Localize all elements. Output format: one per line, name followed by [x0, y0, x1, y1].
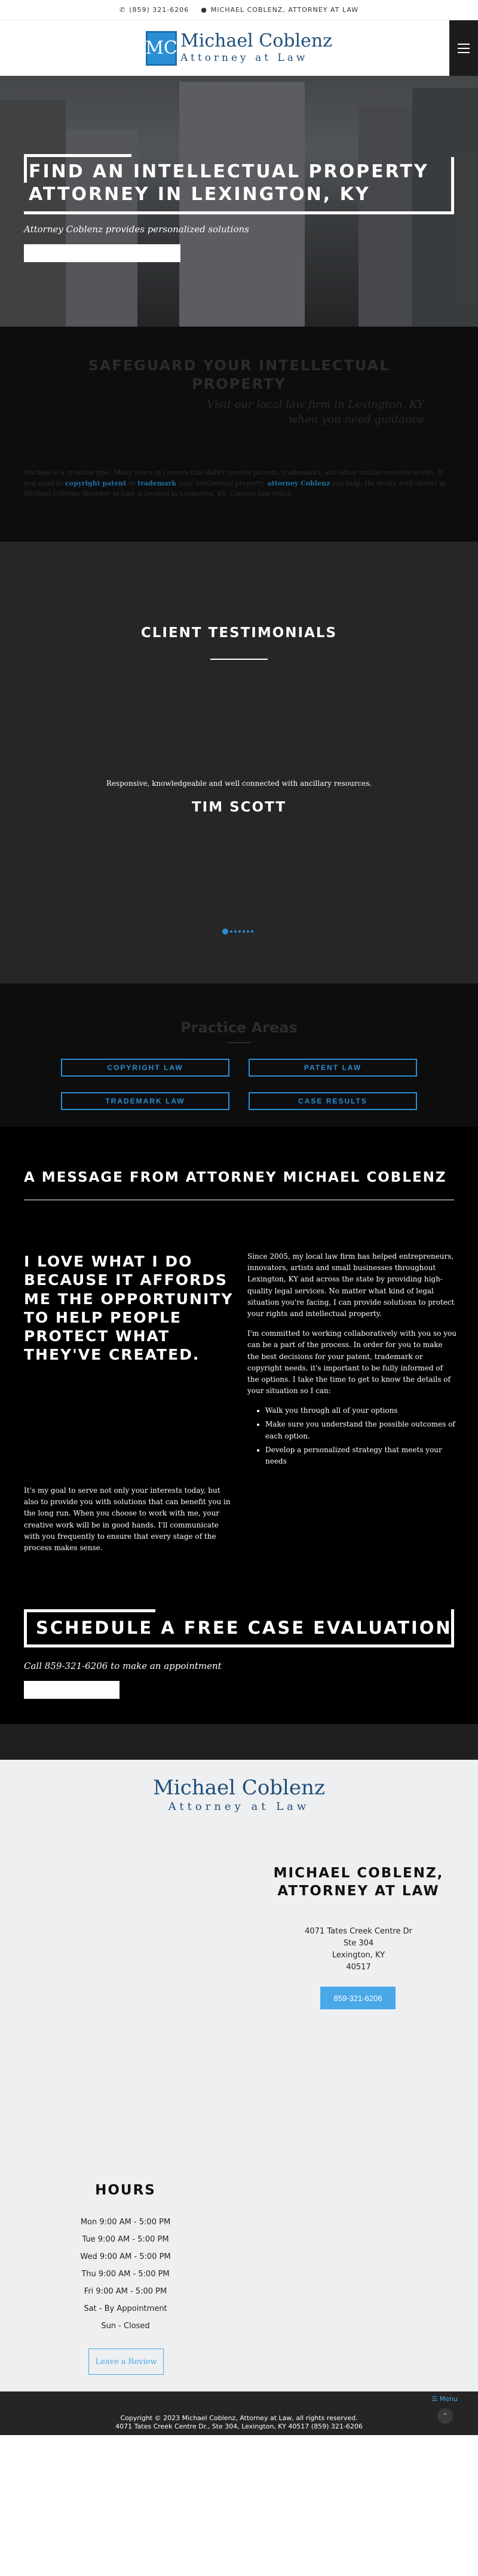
message-closing: It's my goal to serve not only your interests today, but also to provide you with solutions that can benefit you in the long run. When you choose to work with me, your creative work will be in good hands. I'll communicate with you frequently to ensure that every stage of the process makes sense. [24, 1486, 231, 1552]
hours-row: Fri 9:00 AM - 5:00 PM [84, 2287, 167, 2296]
testimonials-title: CLIENT TESTIMONIALS [140, 625, 338, 641]
logo-mark: MC [146, 31, 177, 66]
trademark-link[interactable]: trademark [137, 479, 177, 487]
list-item: • Develop a personalized strategy that meets your needs [265, 1444, 456, 1467]
schedule-title: SCHEDULE A FREE CASE EVALUATION [36, 1618, 452, 1638]
site-header [0, 20, 478, 76]
copyright-law-button[interactable]: COPYRIGHT LAW [61, 1059, 229, 1077]
phone-icon: ✆ [119, 6, 126, 14]
hamburger-menu-button[interactable] [449, 20, 478, 76]
copyright-link[interactable]: copyright [65, 479, 100, 487]
leave-review-button[interactable]: Leave a Review [88, 2348, 164, 2375]
trademark-law-button[interactable]: TRADEMARK LAW [61, 1092, 229, 1110]
schedule-button[interactable] [24, 1681, 120, 1699]
hours-row: Thu 9:00 AM - 5:00 PM [81, 2270, 170, 2279]
list-item: • Walk you through all of your options [265, 1405, 456, 1416]
pager-dot[interactable] [234, 930, 237, 933]
safeguard-paragraph: Michael is a creative type. Many years in careers that didn't involve patents, trademarks, and other similar creative works. If you want to copyright patent or trademark your intellectual property, attorney Coblenz can help. He works with clients in Michael Coblenz Attorney at Law is located in Lexington, KY. Contact him today. [24, 469, 446, 498]
message-section [0, 1127, 478, 1724]
practice-areas-section [0, 983, 478, 1127]
safeguard-title: SAFEGUARD YOUR INTELLECTUAL PROPERTY [88, 357, 390, 393]
hours-row: Tue 9:00 AM - 5:00 PM [82, 2235, 169, 2244]
map-pin-icon: ● [201, 6, 207, 14]
pager-dot[interactable] [251, 930, 253, 933]
attorney-link[interactable]: attorney Coblenz [267, 479, 330, 487]
pager-dot[interactable] [230, 930, 232, 933]
practice-title: Practice Areas [180, 1019, 298, 1036]
hours-row: Mon 9:00 AM - 5:00 PM [80, 2218, 171, 2227]
footer-logo[interactable]: Michael Coblenz Attorney at Law [153, 1776, 325, 1813]
patent-link[interactable]: patent [102, 479, 127, 487]
safeguard-tagline: Visit our local law firm in Lexington, KY when you need guidance [207, 398, 424, 426]
hero-title: FIND AN INTELLECTUAL PROPERTY ATTORNEY IN LEXINGTON, KY [29, 161, 429, 205]
footer-menu-link[interactable]: ☰ Menu [431, 2395, 458, 2403]
hero-section [0, 76, 478, 327]
topbar-address[interactable] [201, 6, 358, 14]
footer-phone-button[interactable]: 859-321-6206 [320, 1987, 396, 2009]
testimonial-author: TIM SCOTT [191, 800, 287, 815]
hero-title-box [24, 157, 454, 214]
list-item: • Make sure you understand the possible outcomes of each option. [265, 1419, 456, 1441]
hours-title: HOURS [95, 2182, 156, 2198]
site-footer [0, 1760, 478, 2391]
topbar-phone-text: (859) 321-6206 [129, 6, 189, 14]
bottom-bar [0, 2391, 478, 2435]
schedule-call: Call 859-321-6206 to make an appointment [24, 1661, 222, 1671]
message-body: Since 2005, my local law firm has helped entrepreneurs, innovators, artists and small businesses throughout Lexington, KY and across the state by providing high-quality legal services. No matter what kind of legal situation you're facing, I can provide solutions to protect your rights and intellectual property. I'm committed to working collaboratively with you so you can be a part of the process. In order for you to make the best decisions for your patent, trademark or copyright needs, it's important to be fully informed of the options. I take the time to get to know the details of your situation so I can: • Walk you through all of your options • Make sure you understand the possible outcomes of each option. • Develop a personalized strategy that meets your needs [247, 1251, 456, 1470]
back-to-top-icon[interactable]: ⌃ [437, 2408, 453, 2424]
hours-row: Sun - Closed [101, 2322, 150, 2331]
top-bar [0, 0, 478, 20]
testimonial-pager [222, 929, 256, 935]
safeguard-section [0, 327, 478, 542]
site-logo[interactable] [146, 31, 332, 66]
testimonial-quote: Responsive, knowledgeable and well connected with ancillary resources. [106, 779, 372, 788]
footer-firm-name: MICHAEL COBLENZ, ATTORNEY AT LAW [273, 1865, 444, 1899]
pager-dot[interactable] [247, 930, 249, 933]
pager-dot[interactable] [222, 929, 228, 935]
copyright-text: Copyright © 2023 Michael Coblenz, Attorney at Law, all rights reserved. 4071 Tates Creek Centre Dr., Ste 304, Lexington, KY 40517 (859) 321-6206 [115, 2414, 363, 2431]
pager-dot[interactable] [238, 930, 241, 933]
testimonials-divider [210, 659, 268, 660]
logo-name: Michael Coblenz [180, 30, 332, 51]
testimonials-section [0, 542, 478, 983]
patent-law-button[interactable]: PATENT LAW [249, 1059, 417, 1077]
menu-icon [458, 44, 470, 45]
case-results-button[interactable]: CASE RESULTS [249, 1092, 417, 1110]
topbar-phone[interactable] [120, 6, 189, 14]
hero-cta-button[interactable] [24, 244, 180, 262]
message-bullets [265, 1405, 456, 1467]
hours-row: Wed 9:00 AM - 5:00 PM [80, 2252, 171, 2261]
hours-row: Sat - By Appointment [84, 2304, 167, 2313]
pager-dot[interactable] [243, 930, 245, 933]
message-title: A MESSAGE FROM ATTORNEY MICHAEL COBLENZ [24, 1170, 447, 1185]
hours-list [0, 2214, 251, 2335]
message-headline: I LOVE WHAT I DO BECAUSE IT AFFORDS ME THE OPPORTUNITY TO HELP PEOPLE PROTECT WHAT THEY'VE CREATED. [24, 1253, 234, 1364]
logo-sub: Attorney at Law [180, 52, 308, 64]
footer-address: 4071 Tates Creek Centre Dr Ste 304 Lexington, KY 40517 [305, 1927, 412, 1972]
hero-subtitle: Attorney Coblenz provides personalized solutions [24, 224, 249, 235]
topbar-address-text: MICHAEL COBLENZ, ATTORNEY AT LAW [210, 6, 359, 14]
